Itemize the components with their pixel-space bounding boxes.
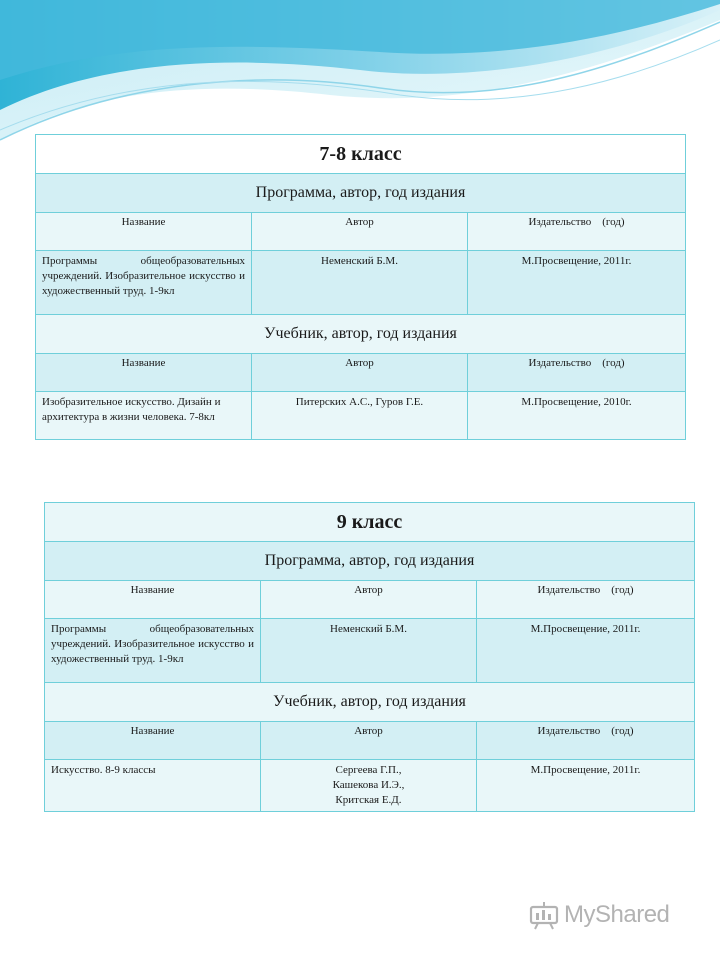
myshared-watermark [528, 898, 688, 932]
table-title: 9 класс [45, 503, 695, 542]
column-header-author: Автор [252, 213, 468, 251]
author-line: Кашекова И.Э., [332, 779, 405, 791]
column-header-name: Название [45, 722, 261, 760]
textbook-publisher-cell: М.Просвещение, 2011г. [477, 760, 695, 812]
column-header-publisher: Издательство (год) [468, 354, 686, 392]
author-line: Критская Е.Д. [335, 794, 402, 806]
column-header-author: Автор [261, 722, 477, 760]
program-publisher-cell: М.Просвещение, 2011г. [468, 251, 686, 315]
column-header-name: Название [36, 354, 252, 392]
textbook-name-cell: Искусство. 8-9 классы [45, 760, 261, 812]
table-title: 7-8 класс [36, 135, 686, 174]
program-heading: Программа, автор, год издания [36, 174, 686, 213]
program-heading: Программа, автор, год издания [45, 542, 695, 581]
column-header-name: Название [36, 213, 252, 251]
program-name-cell: Программы общеобразовательных учреждений. Изобразительное искусство и художественный труд. 1-9кл [45, 619, 261, 683]
textbook-heading: Учебник, автор, год издания [36, 315, 686, 354]
program-name-cell: Программы общеобразовательных учреждений. Изобразительное искусство и художественный труд. 1-9кл [36, 251, 252, 315]
column-header-publisher: Издательство (год) [468, 213, 686, 251]
column-header-name: Название [45, 581, 261, 619]
myshared-logo-icon [528, 899, 560, 931]
textbook-name-cell: Изобразительное искусство. Дизайн и архитектура в жизни человека. 7-8кл [36, 392, 252, 440]
column-header-author: Автор [252, 354, 468, 392]
textbook-publisher-cell: М.Просвещение, 2010г. [468, 392, 686, 440]
grade-7-8-table [35, 134, 686, 440]
column-header-author: Автор [261, 581, 477, 619]
textbook-author-cell: Питерских А.С., Гуров Г.Е. [252, 392, 468, 440]
textbook-heading: Учебник, автор, год издания [45, 683, 695, 722]
watermark-text: MyShared [564, 901, 670, 928]
author-line: Сергеева Г.П., [335, 764, 402, 776]
column-header-publisher: Издательство (год) [477, 581, 695, 619]
grade-9-table [44, 502, 695, 812]
program-author-cell: Неменский Б.М. [252, 251, 468, 315]
column-header-publisher: Издательство (год) [477, 722, 695, 760]
program-publisher-cell: М.Просвещение, 2011г. [477, 619, 695, 683]
program-author-cell: Неменский Б.М. [261, 619, 477, 683]
textbook-author-cell [261, 760, 477, 812]
